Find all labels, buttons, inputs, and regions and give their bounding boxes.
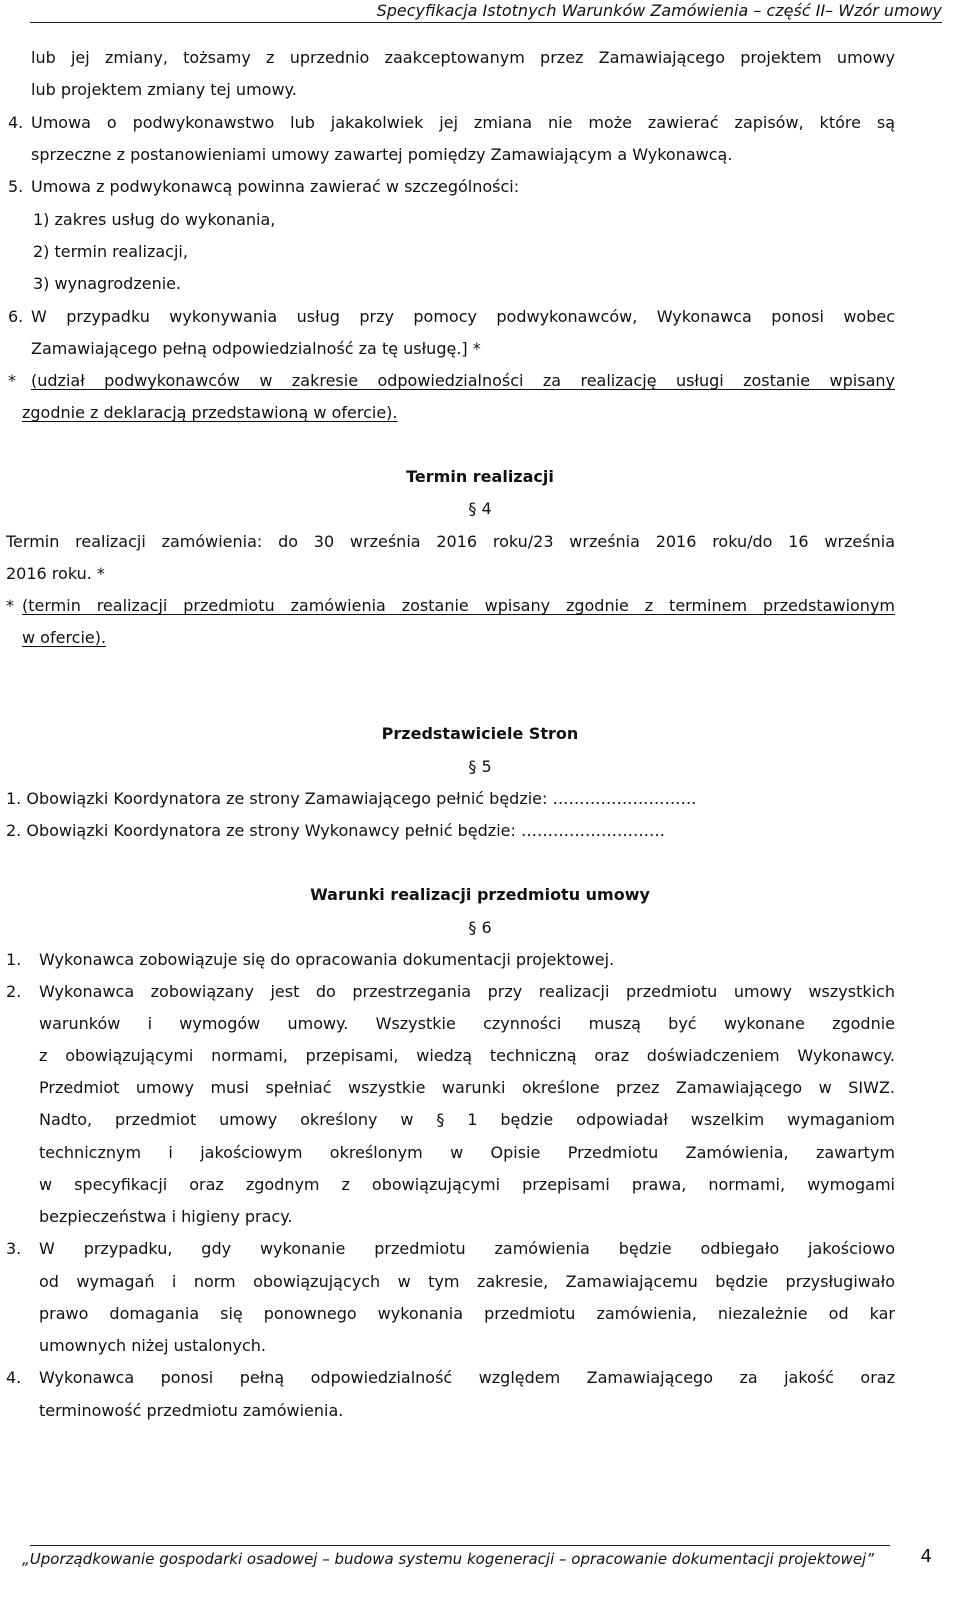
paragraph-4-label: § 4 [468,499,492,518]
note-1-line-1: (udział podwykonawców w zakresie odpowiedzialności za realizację usługi zostanie wpisany [31,371,895,390]
heading-przedstawiciele-stron: Przedstawiciele Stron [381,724,579,743]
footer-rule [30,1545,890,1546]
warunki-item-2-line-3: z obowiązującymi normami, przepisami, wiedzą techniczną oraz doświadczeniem Wykonawcy. [39,1046,895,1065]
warunki-item-2-line-6: technicznym i jakościowym określonym w Opisie Przedmiotu Zamówienia, zawartym [39,1143,895,1162]
item-6-line-2: Zamawiającego pełną odpowiedzialność za tę usługę.] * [31,339,481,358]
termin-note-star: * [6,596,14,615]
header-rule [30,22,942,23]
przedst-item-1: 1. Obowiązki Koordynatora ze strony Zamawiającego pełnić będzie: ……………………… [6,789,697,808]
przedst-item-2: 2. Obowiązki Koordynatora ze strony Wykonawcy pełnić będzie: ……………………… [6,821,665,840]
warunki-item-3-line-4: umownych niżej ustalonych. [39,1336,267,1355]
item-5-number: 5. [8,177,24,196]
item-6-number: 6. [8,307,24,326]
heading-warunki-realizacji: Warunki realizacji przedmiotu umowy [310,885,650,904]
warunki-item-3-line-1: W przypadku, gdy wykonanie przedmiotu zamówienia będzie odbiegało jakościowo [39,1239,895,1258]
paragraph-5-label: § 5 [468,757,492,776]
note-1-line-2: zgodnie z deklaracją przedstawioną w ofercie). [22,403,398,422]
warunki-item-4-line-1: Wykonawca ponosi pełną odpowiedzialność względem Zamawiającego za jakość oraz [39,1368,895,1387]
item-5-sub-2: 2) termin realizacji, [33,242,188,261]
warunki-item-2-line-8: bezpieczeństwa i higieny pracy. [39,1207,293,1226]
warunki-item-1-text: Wykonawca zobowiązuje się do opracowania dokumentacji projektowej. [39,950,615,969]
warunki-item-2-line-5: Nadto, przedmiot umowy określony w § 1 będzie odpowiadał wszelkim wymaganiom [39,1110,895,1129]
warunki-item-2-line-4: Przedmiot umowy musi spełniać wszystkie warunki określone przez Zamawiającego w SIWZ. [39,1078,895,1097]
warunki-item-3-line-2: od wymagań i norm obowiązujących w tym zakresie, Zamawiającemu będzie przysługiwało [39,1272,895,1291]
continuation-line-1: lub jej zmiany, tożsamy z uprzednio zaakceptowanym przez Zamawiającego projektem umowy [31,48,895,67]
page-footer: „Uporządkowanie gospodarki osadowej – budowa systemu kogeneracji – opracowanie dokumentacji projektowej” [22,1550,874,1568]
warunki-item-2-number: 2. [6,982,22,1001]
item-5-sub-3: 3) wynagrodzenie. [33,274,182,293]
item-6-line-1: W przypadku wykonywania usług przy pomocy podwykonawców, Wykonawca ponosi wobec [31,307,895,326]
item-5-text: Umowa z podwykonawcą powinna zawierać w szczególności: [31,177,520,196]
termin-note-line-1: (termin realizacji przedmiotu zamówienia zostanie wpisany zgodnie z terminem przedstawionym [22,596,895,615]
warunki-item-1-number: 1. [6,950,22,969]
item-4-line-1: Umowa o podwykonawstwo lub jakakolwiek jej zmiana nie może zawierać zapisów, które są [31,113,895,132]
item-5-sub-1: 1) zakres usług do wykonania, [33,210,276,229]
item-4-line-2: sprzeczne z postanowieniami umowy zawartej pomiędzy Zamawiającym a Wykonawcą. [31,145,733,164]
termin-note-line-2: w ofercie). [22,628,107,647]
page-number: 4 [920,1546,932,1567]
paragraph-6-label: § 6 [468,918,492,937]
note-1-star: * [8,371,16,390]
warunki-item-2-line-7: w specyfikacji oraz zgodnym z obowiązującymi przepisami prawa, normami, wymogami [39,1175,895,1194]
warunki-item-3-line-3: prawo domagania się ponownego wykonania przedmiotu zamówienia, niezależnie od kar [39,1304,895,1323]
heading-termin-realizacji: Termin realizacji [406,467,554,486]
termin-line-2: 2016 roku. * [6,564,105,583]
continuation-line-2: lub projektem zmiany tej umowy. [31,80,297,99]
warunki-item-4-line-2: terminowość przedmiotu zamówienia. [39,1401,344,1420]
item-4-number: 4. [8,113,24,132]
termin-line-1: Termin realizacji zamówienia: do 30 września 2016 roku/23 września 2016 roku/do 16 września [6,532,895,551]
warunki-item-4-number: 4. [6,1368,22,1387]
warunki-item-2-line-1: Wykonawca zobowiązany jest do przestrzegania przy realizacji przedmiotu umowy wszystkich [39,982,895,1001]
page-header: Specyfikacja Istotnych Warunków Zamówienia – część II– Wzór umowy [376,1,942,20]
warunki-item-2-line-2: warunków i wymogów umowy. Wszystkie czynności muszą być wykonane zgodnie [39,1014,895,1033]
warunki-item-3-number: 3. [6,1239,22,1258]
